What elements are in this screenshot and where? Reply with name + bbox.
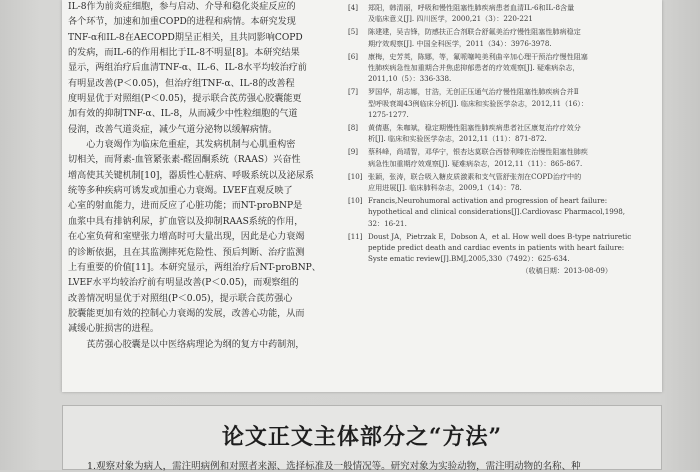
text-line: 上有重要的价值[11]。本研究显示，两组治疗后NT-proBNP、 (68, 262, 321, 273)
reference-number: [9] (348, 147, 359, 157)
reference-number: [8] (348, 123, 359, 133)
reference-line: 黄倩惠，朱咖斌，稳定期慢性阻塞性肺疾病患者社区康复治疗疗效分 (368, 123, 581, 133)
reference-line: 期疗效观察[J]. 中国全科医学，2011（34）：3976-3978. (368, 38, 552, 48)
reference-item (348, 26, 648, 48)
reference-line: 病急性加重期疗效观察[J]. 疑难病杂志，2012,11（11）：865-867. (368, 158, 583, 168)
reference-item (348, 171, 648, 193)
reference-item (348, 2, 648, 24)
reference-line: 应用进展[J]. 临床肺科杂志，2009,1（14）：78. (368, 183, 522, 193)
reference-line: 陈建建，吴吉锋，防感扶正合剂联合舒氟美治疗慢性阻塞性肺病稳定 (368, 27, 581, 37)
reference-line: peptide predict death and cardiac events in patients with heart failure: (368, 243, 625, 253)
received-date: （收稿日期：2013-08-09） (521, 266, 612, 276)
reference-text (368, 51, 648, 85)
banner-title: 论文正文主体部分之“方法” (221, 424, 503, 450)
reference-text (368, 86, 648, 120)
text-line: 各个环节，加速和加重COPD的进程和病情。本研究发现 (68, 17, 296, 28)
paragraph-3 (68, 338, 334, 353)
reference-number: [7] (348, 87, 359, 97)
reference-line: 康梅，史芳英，陈娜，等，氟哌噻吨美利曲辛加心理干预治疗慢性阻塞 (368, 51, 588, 61)
paragraph-2 (68, 138, 334, 337)
text-line: 在心室负荷和室壁张力增高时可大量出现，因此是心力衰竭 (68, 232, 305, 243)
paragraph-1 (68, 0, 334, 138)
reference-item (348, 51, 648, 85)
text-line: 改善情况明显优于对照组(P＜0.05)，提示联合芪苈强心 (68, 293, 293, 304)
reference-number: [4] (348, 3, 359, 12)
text-line: 的发病，而IL-6的作用相比于IL-8不明显[8]。本研究结果 (68, 48, 300, 59)
text-line: 的诊断依据，且在其监测摔死危险性、预后判断、治疗监测 (68, 247, 305, 258)
reference-item (348, 195, 648, 229)
reference-line: 罗国华，胡志娜，甘浩，无创正压通气治疗慢性阻塞性肺疾病合并Ⅱ (368, 87, 579, 97)
text-line: 统等多种疾病可诱发或加重心力衰竭。LVEF直观反映了 (68, 186, 293, 197)
banner-subtitle: 1.观察对象为病人，需注明病例和对照者来源、选择标准及一般情况等。研究对象为实验动物，需注明动物的名称、种 (87, 461, 581, 472)
section-banner (62, 405, 662, 470)
text-line: IL-8作为前炎症细胞，参与启动、介导和稳化炎症反应的 (68, 2, 296, 12)
text-line: 显示，两组治疗后血清TNF-α、IL-6、IL-8水平均较治疗前 (68, 63, 307, 74)
reference-item (348, 122, 648, 144)
text-line: 有明显改善(P＜0.05)，但治疗组TNF-α、IL-8的改善程 (68, 78, 295, 89)
reference-text (368, 26, 648, 48)
reference-text (368, 146, 648, 168)
text-line: 心室的射血能力，进而反应了心脏功能；而NT-proBNP是 (68, 201, 303, 212)
reference-text (368, 195, 648, 229)
reference-line: 析[J]. 临床和实验医学杂志，2012,11（11）：871-872. (368, 134, 547, 144)
reference-text (368, 171, 648, 193)
text-line: 胶囊能更加有效的控制心力衰竭的发展，改善心功能，从而 (68, 308, 305, 319)
reference-line: 32：16-21. (368, 218, 407, 228)
text-line: 增高使其关键机制[10]，器质性心脏病、呼吸系统以及泌尿系 (68, 170, 315, 181)
reference-line: 2011,10（5）：336-338. (368, 74, 452, 84)
text-line: 芪苈强心胶囊是以中医络病理论为纲的复方中药制剂， (86, 339, 305, 350)
reference-line: Doust JA，Pietrzak E，Dobson A，et al. How well does B-type natriuretic (368, 231, 632, 241)
left-text-column (68, 0, 334, 353)
reference-line: Francis,Neurohumoral activation and progression of heart failure: (368, 196, 608, 206)
text-line: 加有效的抑制TNF-α、IL-8，从而减少中性粒细胞的气道 (68, 109, 298, 120)
reference-line: 郑阳，韩清丽，呼吸和慢性阻塞性肺疾病患者血清IL-6和IL-8含量 (368, 3, 575, 12)
references-column (348, 2, 648, 277)
text-line: TNF-α和IL-8在AECOPD期呈正相关，且共同影响COPD (68, 32, 303, 43)
reference-line: 及临床意义[J]. 四川医学，2000,21（3）：220-221 (368, 14, 533, 24)
reference-line: 性肺疾病急性加重期合并焦虑抑郁患者的疗效观察[J]. 疑难病杂志， (368, 63, 580, 73)
text-line: 减缓心脏损害的进程。 (68, 324, 159, 335)
reference-line: hypothetical and clinical considerations[J].Cardiovasc Pharmacol,1998, (368, 207, 626, 217)
journal-page (62, 0, 662, 392)
reference-line: 蔡科峰，尚靖智，邓华宁，银杏达莫联合西替利嗪佐治慢性阻塞性肺疾 (368, 147, 588, 157)
reference-text (368, 2, 648, 24)
reference-number: [10] (348, 171, 363, 181)
reference-item (348, 146, 648, 168)
reference-number: [10] (348, 196, 363, 206)
reference-line: 张颖，张涛，联合吸入糖皮质激素和支气管舒张剂在COPD治疗中的 (368, 171, 582, 181)
reference-line: 型呼吸衰竭43例临床分析[J]. 临床和实验医学杂志，2012,11（16）： (368, 98, 588, 108)
reference-number: [5] (348, 27, 359, 37)
reference-number: [6] (348, 51, 359, 61)
reference-item (348, 231, 648, 265)
text-line: 切相关，而肾素-血管紧张素-醛固酮系统（RAAS）兴奋性 (68, 155, 301, 166)
reference-number: [11] (348, 231, 363, 241)
text-line: LVEF水平均较治疗前有明显改善(P＜0.05)，而观察组的 (68, 278, 299, 289)
reference-item (348, 86, 648, 120)
text-line: 血浆中具有排钠利尿，扩血管以及抑制RAAS系统的作用， (68, 216, 304, 227)
reference-text (368, 122, 648, 144)
reference-line: Syste ematic review[J].BMJ,2005,330（7492）：625-634. (368, 254, 570, 264)
text-line: 度明显优于对照组(P＜0.05)，提示联合芪苈强心胶囊能更 (68, 94, 302, 105)
text-line: 心力衰竭作为临床危重症，其发病机制与心肌重构密 (86, 140, 296, 151)
text-line: 侵润，改善气道炎症，减少气道分泌物以缓解病情。 (68, 124, 278, 135)
reference-text (368, 231, 648, 265)
reference-line: 1275-1277. (368, 109, 409, 119)
